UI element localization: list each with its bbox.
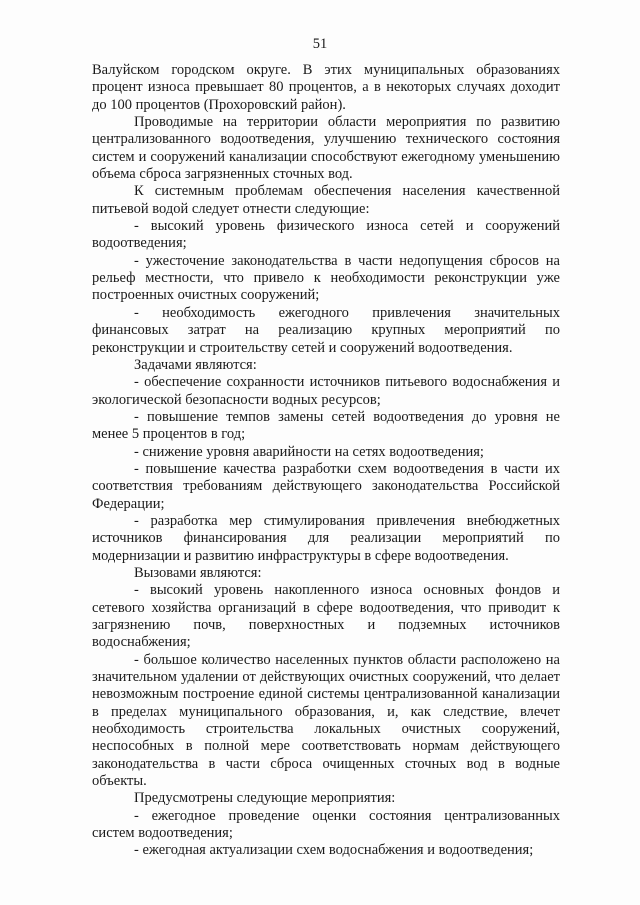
section-lead: Вызовами являются: bbox=[134, 564, 262, 581]
list-item: - высокий уровень физического износа сетей и сооружений водоотведения; bbox=[92, 218, 560, 252]
paragraph: Проводимые на территории области мероприятия по развитию централизованного водоотведения, улучшению технического состояния систем и сооружений канализации способствуют ежегодному уменьшению объема сброса загрязненных сточных вод. bbox=[92, 114, 560, 183]
list-item: - повышение качества разработки схем водоотведения в части их соответствия требованиям действующего законодательства Российской Федерации; bbox=[92, 460, 560, 512]
list-item: - обеспечение сохранности источников питьевого водоснабжения и экологической безопасности водных ресурсов; bbox=[92, 374, 560, 408]
list-item: - ежегодная актуализации схем водоснабжения и водоотведения; bbox=[134, 842, 534, 859]
list-item: - ужесточение законодательства в части недопущения сбросов на рельеф местности, что привело к необходимости реконструкции уже построенных очистных сооружений; bbox=[92, 252, 560, 304]
section-lead: Предусмотрены следующие мероприятия: bbox=[134, 790, 396, 807]
section-lead: Задачами являются: bbox=[134, 356, 257, 373]
list-item: - необходимость ежегодного привлечения значительных финансовых затрат на реализацию крупных мероприятий по реконструкции и строительству сетей и сооружений водоотведения. bbox=[92, 304, 560, 356]
list-item: - разработка мер стимулирования привлечения внебюджетных источников финансирования для реализации мероприятий по модернизации и развитию инфраструктуры в сфере водоотведения. bbox=[92, 512, 560, 564]
list-item: - повышение темпов замены сетей водоотведения до уровня не менее 5 процентов в год; bbox=[92, 408, 560, 443]
paragraph: Валуйском городском округе. В этих муниципальных образованиях процент износа превышает 80 процентов, а в некоторых случаях доходит до 100 процентов (Прохоровский район). bbox=[92, 62, 560, 113]
list-item: - большое количество населенных пунктов области расположено на значительном удалении от действующих очистных сооружений, что делает невозможным построение единой системы централизованной канализации в пределах муниципального образования, и, как следствие, влечет необходимость строительства локальных очистных сооружений, неспособных в полной мере соответствовать нормам действующего законодательства в части сброса очищенных сточных вод в водные объекты. bbox=[92, 651, 560, 790]
document-body bbox=[92, 62, 560, 860]
list-item: - снижение уровня аварийности на сетях водоотведения; bbox=[134, 443, 484, 460]
list-item: - ежегодное проведение оценки состояния централизованных систем водоотведения; bbox=[92, 807, 560, 842]
list-item: - высокий уровень накопленного износа основных фондов и сетевого хозяйства организаций в сфере водоотведения, что приводит к загрязнению почв, поверхностных и подземных источников водоснабжения; bbox=[92, 582, 560, 651]
page-number: 51 bbox=[312, 36, 328, 52]
paragraph: К системным проблемам обеспечения населения качественной питьевой водой следует отнести следующие: bbox=[92, 183, 560, 217]
